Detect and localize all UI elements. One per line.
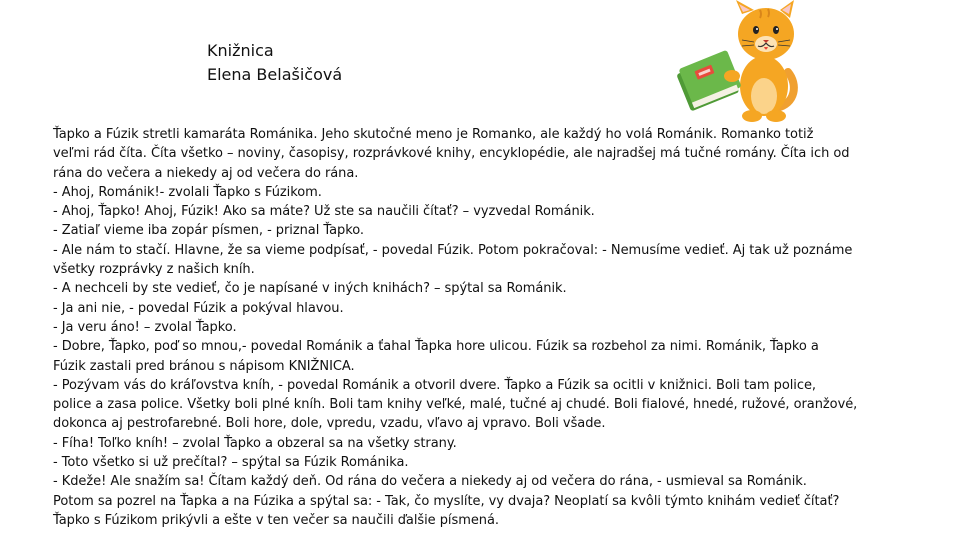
story-line: - Fíha! Toľko kníh! – zvolal Ťapko a obzeral sa na všetky strany. bbox=[53, 435, 457, 451]
story-line: veľmi rád číta. Číta všetko – noviny, časopisy, rozprávkové knihy, encyklopédie, ale najradšej má tučné romány. Číta ich od bbox=[53, 146, 850, 162]
story-line: dokonca aj pestrofarebné. Boli hore, dole, vpredu, vzadu, vľavo aj vpravo. Boli všade. bbox=[53, 416, 606, 432]
story-text bbox=[53, 125, 903, 530]
story-line: rána do večera a niekedy aj od večera do rána. bbox=[53, 165, 359, 181]
story-line: Fúzik zastali pred bránou s nápisom KNIŽNICA. bbox=[53, 358, 355, 374]
story-line: - Dobre, Ťapko, poď so mnou,- povedal Románik a ťahal Ťapka hore ulicou. Fúzik sa rozbehol za nimi. Románik, Ťapko a bbox=[53, 339, 819, 355]
story-line: - Ja ani nie, - povedal Fúzik a pokýval hlavou. bbox=[53, 300, 344, 316]
document-title: Knižnica bbox=[207, 41, 274, 60]
story-line: - Zatiaľ vieme iba zopár písmen, - priznal Ťapko. bbox=[53, 223, 364, 239]
story-line: - A nechceli by ste vedieť, čo je napísané v iných knihách? – spýtal sa Románik. bbox=[53, 281, 567, 297]
story-line: - Pozývam vás do kráľovstva kníh, - povedal Románik a otvoril dvere. Ťapko a Fúzik sa ocitli v knižnici. Boli tam police, bbox=[53, 377, 816, 393]
story-line: Ťapko s Fúzikom prikývli a ešte v ten večer sa naučili ďalšie písmená. bbox=[53, 512, 499, 528]
story-line: Potom sa pozrel na Ťapka a na Fúzika a spýtal sa: - Tak, čo myslíte, vy dvaja? Neoplatí sa kvôli týmto knihám vedieť čítať? bbox=[53, 493, 840, 509]
story-line: - Toto všetko si už prečítal? – spýtal sa Fúzik Románika. bbox=[53, 455, 409, 471]
document-author: Elena Belašičová bbox=[207, 65, 343, 84]
story-line: všetky rozprávky z našich kníh. bbox=[53, 262, 255, 278]
story-line: Ťapko a Fúzik stretli kamaráta Románika. Jeho skutočné meno je Romanko, ale každý ho volá Románik. Romanko totiž bbox=[53, 127, 814, 142]
cat-holding-book-icon bbox=[672, 0, 800, 124]
story-line: police a zasa police. Všetky boli plné kníh. Boli tam knihy veľké, malé, tučné aj chudé. Boli fialové, hnedé, ružové, oranžové, bbox=[53, 397, 858, 413]
document-heading bbox=[207, 39, 342, 87]
story-line: - Ahoj, Ťapko! Ahoj, Fúzik! Ako sa máte? Už ste sa naučili čítať? – vyzvedal Románik. bbox=[53, 204, 595, 220]
story-line: - Kdeže! Ale snažím sa! Čítam každý deň. Od rána do večera a niekedy aj od večera do rána, - usmieval sa Románik. bbox=[53, 474, 807, 490]
story-line: - Ahoj, Románik!- zvolali Ťapko s Fúzikom. bbox=[53, 184, 322, 200]
story-line: - Ja veru áno! – zvolal Ťapko. bbox=[53, 319, 237, 335]
story-line: - Ale nám to stačí. Hlavne, že sa vieme podpísať, - povedal Fúzik. Potom pokračoval: - Nemusíme vedieť. Aj tak už poznáme bbox=[53, 242, 853, 258]
